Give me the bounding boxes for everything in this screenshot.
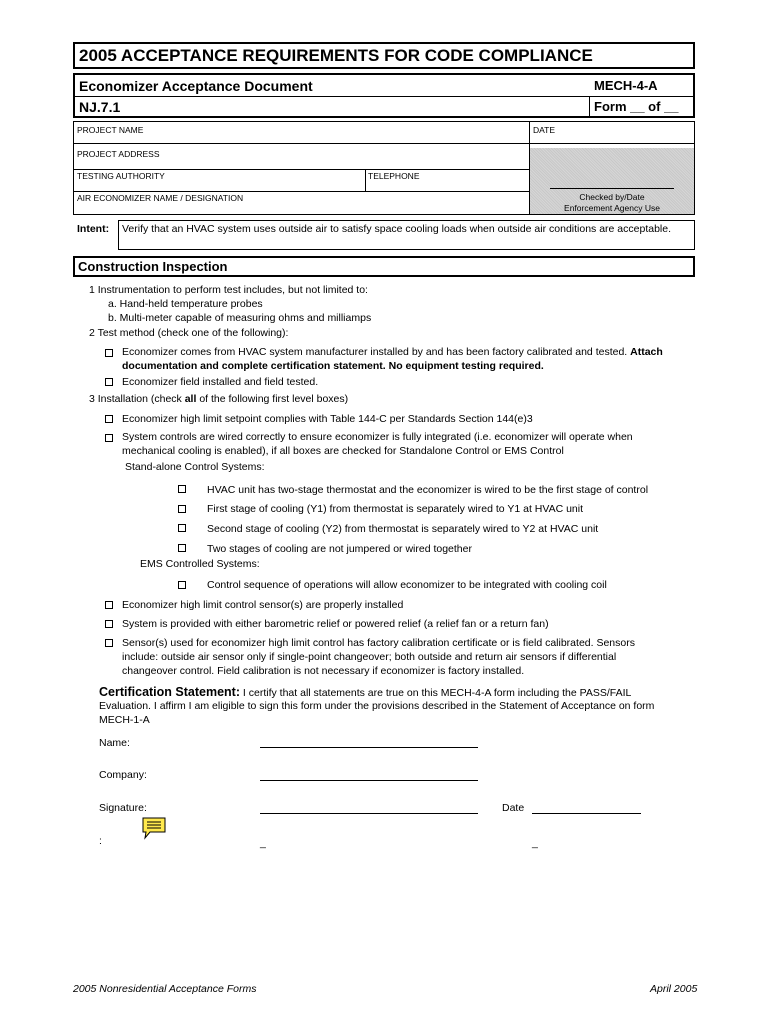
colon-mark: : — [99, 835, 102, 847]
grid-hline — [73, 191, 530, 192]
section-code: NJ.7.1 — [79, 99, 121, 115]
intent-text: Verify that an HVAC system uses outside air to satisfy space cooling loads when outside air conditions are acceptable. — [122, 223, 672, 235]
name-input-line[interactable] — [260, 747, 478, 748]
checked-by-label: Checked by/Date — [579, 192, 645, 202]
option-text: Second stage of cooling (Y2) from thermostat is separately wired to Y2 at HVAC unit — [207, 523, 599, 535]
option-text: mechanical cooling is enabled), if all boxes are checked for Standalone Control or EMS Control — [122, 445, 564, 457]
company-input-line[interactable] — [260, 780, 478, 781]
project-address-field[interactable]: PROJECT ADDRESS — [77, 149, 160, 159]
checkbox-field-installed[interactable] — [105, 378, 113, 386]
grid-vline — [365, 169, 366, 191]
grid-hline — [73, 169, 530, 170]
date-field[interactable]: DATE — [533, 125, 556, 135]
option-text-bold: documentation and complete certification statement. No equipment testing required. — [122, 360, 544, 372]
list-item: a. Hand-held temperature probes — [108, 298, 263, 310]
telephone-field[interactable]: TELEPHONE — [368, 171, 420, 181]
list-item: 1 Instrumentation to perform test includes, but not limited to: — [89, 284, 368, 296]
air-economizer-field[interactable]: AIR ECONOMIZER NAME / DESIGNATION — [77, 193, 244, 203]
date-input-line[interactable] — [532, 813, 641, 814]
checkbox-control-sequence[interactable] — [178, 581, 186, 589]
option-text: First stage of cooling (Y1) from thermostat is separately wired to Y1 at HVAC unit — [207, 503, 584, 515]
project-name-field[interactable]: PROJECT NAME — [77, 125, 144, 135]
checkbox-two-stage-thermostat[interactable] — [178, 485, 186, 493]
name-label: Name: — [99, 737, 130, 749]
doc-name: Economizer Acceptance Document — [79, 78, 313, 94]
grid-hline — [73, 143, 530, 144]
section-row — [75, 97, 693, 117]
checkbox-second-stage[interactable] — [178, 524, 186, 532]
dash-mark: _ — [532, 837, 538, 849]
signature-label: Signature: — [99, 802, 147, 814]
checkbox-factory-calibrated[interactable] — [105, 349, 113, 357]
option-text: Economizer high limit setpoint complies with Table 144-C per Standards Section 144(e)3 — [122, 413, 533, 425]
list-item: 2 Test method (check one of the following): — [89, 327, 289, 339]
certification-statement — [99, 685, 631, 700]
certification-text: Evaluation. I affirm I am eligible to sign this form under the provisions described in the Statement of Acceptance on form — [99, 700, 655, 712]
list-item — [89, 393, 348, 406]
subsection-label: EMS Controlled Systems: — [140, 558, 260, 570]
certification-text: MECH-1-A — [99, 714, 150, 726]
option-text: System controls are wired correctly to ensure economizer is fully integrated (i.e. economizer will operate when — [122, 431, 633, 443]
option-text-bold: Attach — [630, 346, 663, 358]
checkbox-sensor-calibration[interactable] — [105, 639, 113, 647]
checkbox-first-stage[interactable] — [178, 505, 186, 513]
dash-mark: _ — [260, 837, 266, 849]
document-title: 2005 ACCEPTANCE REQUIREMENTS FOR CODE COMPLIANCE — [73, 42, 695, 69]
checkbox-not-jumpered[interactable] — [178, 544, 186, 552]
footer-right: April 2005 — [650, 983, 698, 995]
enforcement-label: Enforcement Agency Use — [564, 203, 660, 213]
form-code: MECH-4-A — [594, 78, 658, 93]
option-text-normal: Economizer comes from HVAC system manufacturer installed by and has been factory calibrated and tested. — [122, 346, 628, 358]
list-item-part: 3 Installation (check — [89, 393, 185, 405]
checked-by-line — [550, 188, 674, 189]
option-text: Two stages of cooling are not jumpered or wired together — [207, 543, 472, 555]
option-text: Economizer high limit control sensor(s) are properly installed — [122, 599, 404, 611]
doc-name-row — [75, 76, 693, 97]
date-label: Date — [502, 802, 525, 814]
grid-hline — [530, 143, 694, 144]
list-item-bold: all — [184, 393, 197, 405]
certification-text: I certify that all statements are true on this MECH-4-A form including the PASS/FAIL — [240, 687, 632, 699]
certification-heading: Certification Statement: — [99, 685, 240, 699]
form-count: Form __ of __ — [594, 99, 679, 114]
checkbox-relief[interactable] — [105, 620, 113, 628]
comment-note-icon[interactable] — [141, 816, 167, 840]
subsection-label: Stand-alone Control Systems: — [125, 461, 265, 473]
intent-label: Intent: — [77, 223, 110, 235]
option-text: changeover control. Field calibration is not necessary if economizer is factory installed. — [122, 665, 525, 677]
option-text: include: outside air sensor only if single-point changeover; both outside and return air sensors if differential — [122, 651, 617, 663]
list-item-part: of the following first level boxes) — [196, 393, 349, 405]
footer-left: 2005 Nonresidential Acceptance Forms — [73, 983, 257, 995]
section-heading: Construction Inspection — [73, 256, 695, 277]
testing-authority-field[interactable]: TESTING AUTHORITY — [77, 171, 165, 181]
option-text — [122, 346, 663, 359]
option-text: Control sequence of operations will allow economizer to be integrated with cooling coil — [207, 579, 607, 591]
option-text: HVAC unit has two-stage thermostat and the economizer is wired to be the first stage of control — [207, 484, 649, 496]
checkbox-system-controls[interactable] — [105, 434, 113, 442]
checkbox-high-limit-setpoint[interactable] — [105, 415, 113, 423]
header-divider — [589, 96, 590, 116]
checkbox-sensors-installed[interactable] — [105, 601, 113, 609]
signature-input-line[interactable] — [260, 813, 478, 814]
company-label: Company: — [99, 769, 147, 781]
list-item: b. Multi-meter capable of measuring ohms and milliamps — [108, 312, 372, 324]
form-header — [73, 73, 695, 118]
option-text: Economizer field installed and field tested. — [122, 376, 319, 388]
option-text: System is provided with either barometric relief or powered relief (a relief fan or a return fan) — [122, 618, 549, 630]
option-text: Sensor(s) used for economizer high limit control has factory calibration certificate or is field calibrated. Sensors — [122, 637, 635, 649]
